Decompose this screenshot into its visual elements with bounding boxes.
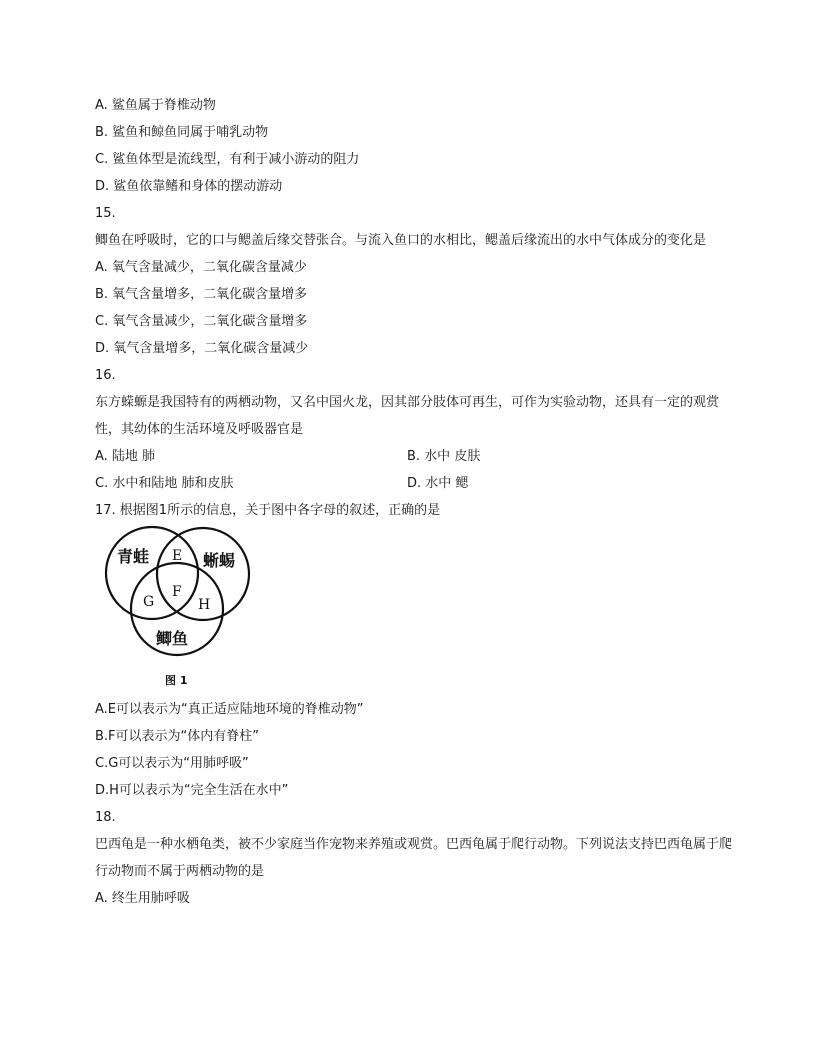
q17-option-b: B.F可以表示为“体内有脊柱” [95,729,259,744]
q18-number: 18. [95,810,116,825]
q18-stem: 巴西龟是一种水栖龟类，被不少家庭当作宠物来养殖或观赏。巴西龟属于爬行动物。下列说法支持巴西龟属于爬行动物而不属于两栖动物的是 [95,837,733,879]
q15-option-b: B. 氧气含量增多，二氧化碳含量增多 [95,287,308,302]
q16-option-a: A. 陆地 肺 [95,449,156,464]
exam-page [95,92,735,912]
figure-caption: 图 1 [165,674,188,687]
q15-option-c: C. 氧气含量减少，二氧化碳含量增多 [95,314,308,329]
label-fish: 鲫鱼 [156,629,189,648]
q16-stem: 东方蝾螈是我国特有的两栖动物，又名中国火龙，因其部分肢体可再生，可作为实验动物，还具有一定的观赏性，其幼体的生活环境及呼吸器官是 [95,395,720,437]
q16-number: 16. [95,368,116,383]
venn-diagram [100,526,260,696]
q14-option-a: A. 鲨鱼属于脊椎动物 [95,98,216,113]
q16-option-d: D. 水中 鳃 [407,476,469,491]
q16-options-row-1 [95,443,735,470]
label-frog: 青蛙 [117,547,150,566]
q17-option-d: D.H可以表示为“完全生活在水中” [95,783,289,798]
letter-h: H [198,597,211,613]
q16-options-row-2 [95,470,735,497]
label-lizard: 蜥蜴 [203,551,236,570]
letter-g: G [143,594,155,610]
question-14-options [95,92,735,200]
question-18 [95,804,735,912]
q16-option-c: C. 水中和陆地 肺和皮肤 [95,476,234,491]
letter-e: E [172,548,183,564]
q17-option-a: A.E可以表示为“真正适应陆地环境的脊椎动物” [95,702,364,717]
q15-option-a: A. 氧气含量减少，二氧化碳含量减少 [95,260,307,275]
q15-number: 15. [95,206,116,221]
q17-option-c: C.G可以表示为“用肺呼吸” [95,756,249,771]
question-15 [95,200,735,362]
q18-option-a: A. 终生用肺呼吸 [95,891,190,906]
question-16 [95,362,735,497]
letter-f: F [172,584,182,600]
q14-option-c: C. 鲨鱼体型是流线型，有利于减小游动的阻力 [95,152,360,167]
q16-option-b: B. 水中 皮肤 [407,449,481,464]
question-17 [95,497,735,804]
venn-figure [100,526,260,696]
q15-stem: 鲫鱼在呼吸时，它的口与鳃盖后缘交替张合。与流入鱼口的水相比，鳃盖后缘流出的水中气体成分的变化是 [95,233,707,248]
q14-option-d: D. 鲨鱼依靠鳍和身体的摆动游动 [95,179,283,194]
q17-stem: 17. 根据图1所示的信息，关于图中各字母的叙述，正确的是 [95,503,441,518]
q14-option-b: B. 鲨鱼和鲸鱼同属于哺乳动物 [95,125,269,140]
q15-option-d: D. 氧气含量增多，二氧化碳含量减少 [95,341,309,356]
